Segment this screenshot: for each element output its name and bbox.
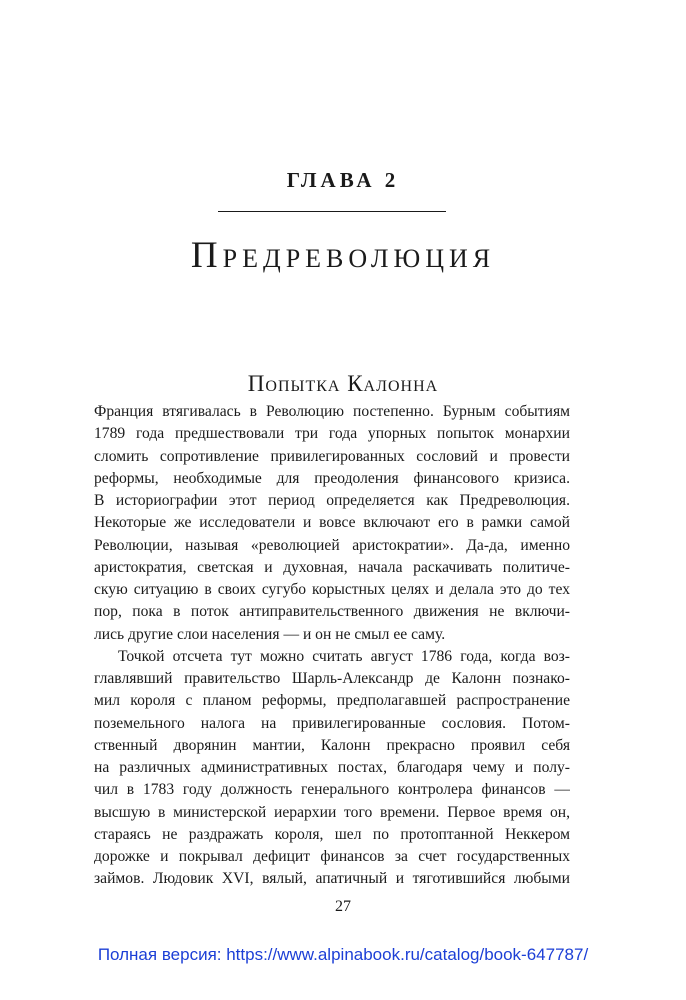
full-version-link[interactable]: Полная версия: https://www.alpinabook.ru/catalog/book-647787/ [97,945,589,964]
text-line: Революции, называя «революцией аристократии». Да-да, именно [94,536,570,554]
text-line: пор, пока в поток антиправительственного движения не включи- [94,603,570,621]
text-line: Точкой отсчета тут можно считать август 1786 года, когда воз- [118,647,570,665]
text-line: сломить сопротивление привилегированных сословий и провести [94,447,570,465]
text-line: чил в 1783 году должность генерального контролера финансов — [94,781,570,799]
text-line: аристократия, светская и духовная, начала раскачивать политиче- [94,558,570,576]
text-line: займов. Людовик XVI, вялый, апатичный и тяготившийся любыми [94,870,570,888]
text-line: 1789 года предшествовали три года упорных попыток монархии [94,425,570,443]
text-line: дорожке и покрывал дефицит финансов за счет государственных [94,848,570,865]
text-line: поземельного налога на привилегированные сословия. Потом- [94,714,570,732]
text-line: стараясь не раздражать короля, шел по протоптанной Неккером [94,825,570,843]
text-line: реформы, необходимые для преодоления финансового кризиса. [94,469,570,487]
text-line: В историографии этот период определяется как Предреволюция. [94,492,570,509]
chapter-title: Предреволюция [190,235,496,276]
chapter-label: ГЛАВА 2 [286,168,400,192]
text-line: на различных административных постах, благодаря чему и полу- [94,759,570,776]
text-line: мил короля с планом реформы, предполагавшей распространение [94,692,570,710]
body-text [94,401,570,891]
section-title: Попытка Калонна [247,371,439,396]
chapter-divider [218,211,446,212]
page-number: 27 [335,898,351,915]
text-line: Некоторые же исследователи и вовсе включают его в рамки самой [94,514,570,532]
text-line: высшую в министерской иерархии того времени. Первое время он, [94,803,570,821]
text-line: Франция втягивалась в Революцию постепенно. Бурным событиям [94,403,570,420]
text-line: главлявший правительство Шарль-Александр де Калонн познако- [94,670,570,687]
text-line: ственный дворянин мантии, Калонн прекрасно проявил себя [94,736,570,754]
text-line: скую ситуацию в своих сугубо корыстных целях и делала это до тех [94,581,570,598]
text-line: лись другие слои населения — и он не смыл ее саму. [94,625,446,643]
